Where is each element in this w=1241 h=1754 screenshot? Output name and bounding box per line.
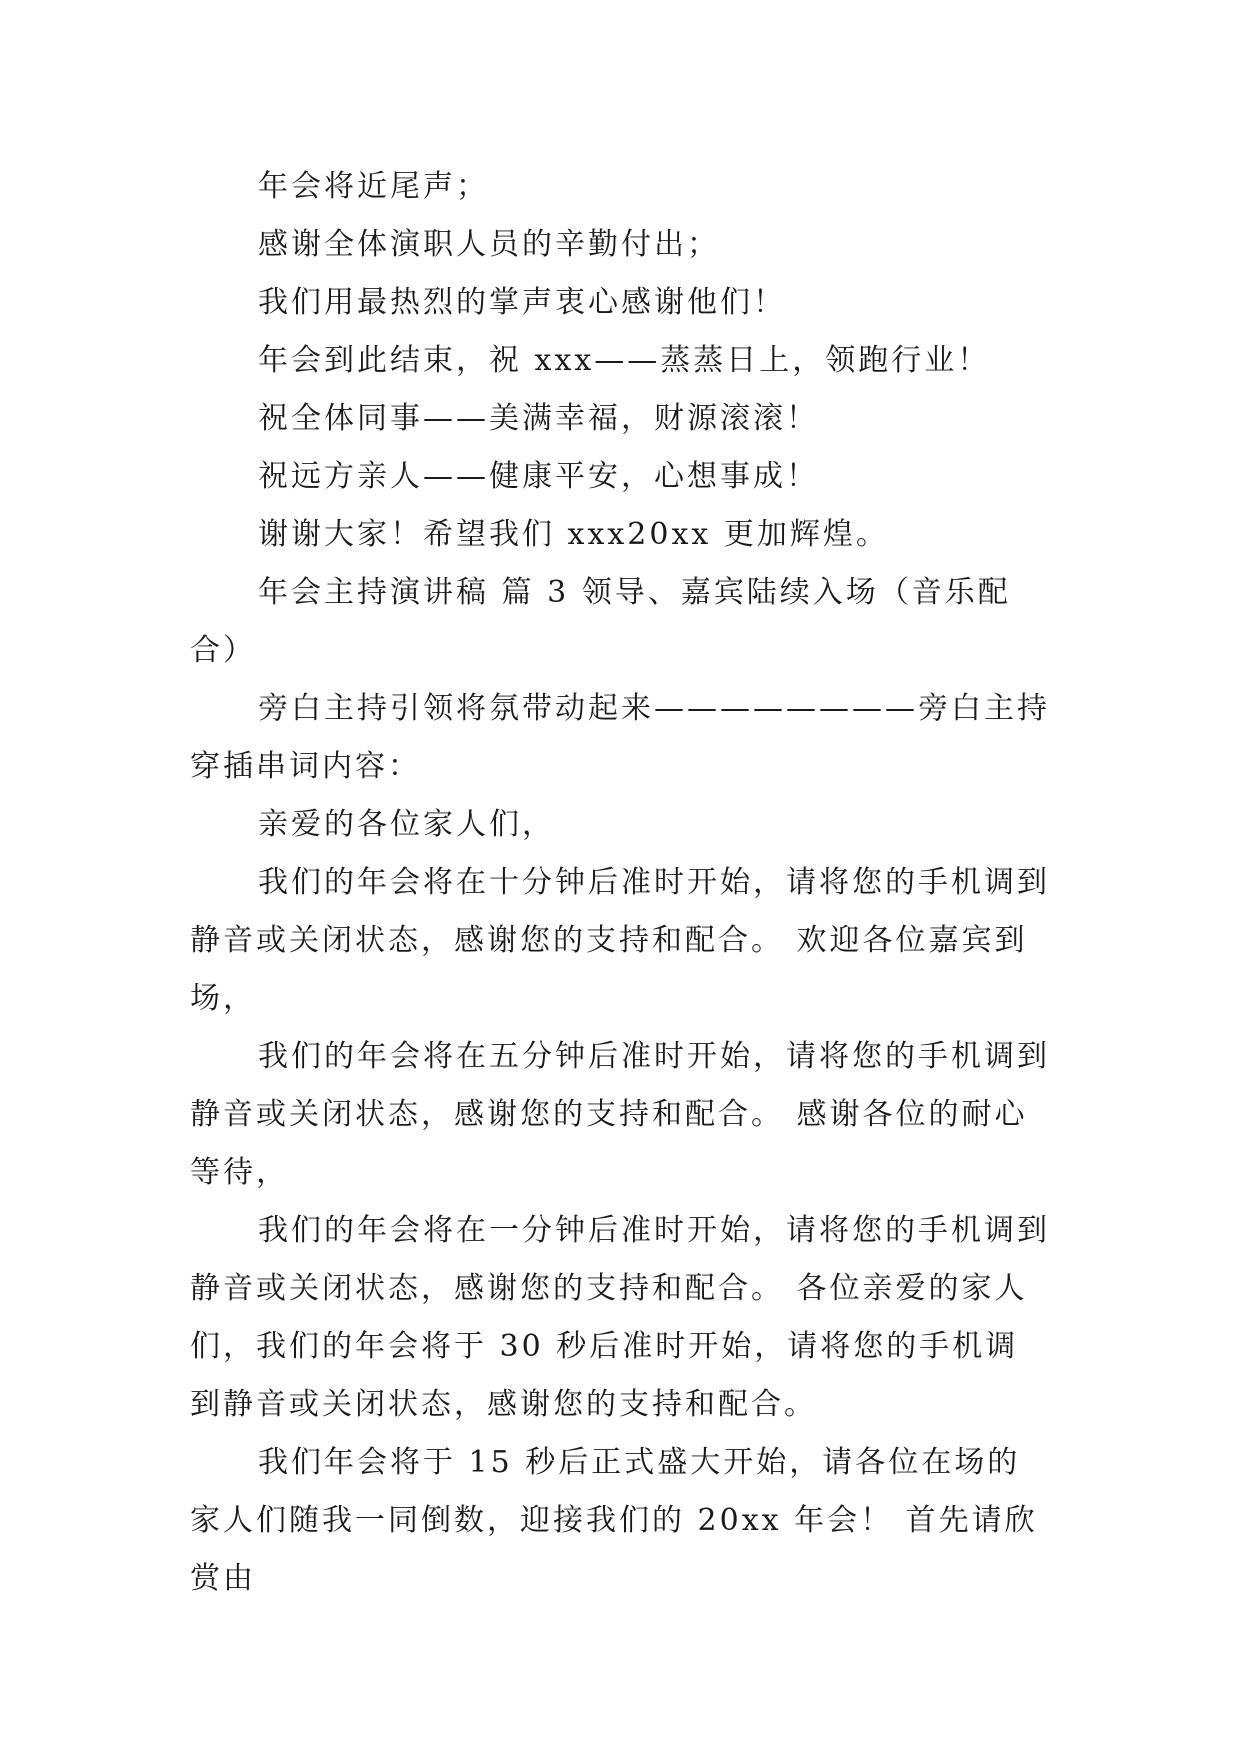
paragraph: 旁白主持引领将氛带动起来————————旁白主持穿插串词内容： — [190, 691, 1050, 784]
paragraph: 亲爱的各位家人们， — [258, 807, 555, 842]
paragraph: 祝全体同事——美满幸福，财源滚滚！ — [258, 401, 819, 436]
paragraph: 我们用最热烈的掌声衷心感谢他们！ — [258, 285, 786, 320]
paragraph: 我们的年会将在十分钟后准时开始，请将您的手机调到静音或关闭状态，感谢您的支持和配合。 欢迎各位嘉宾到场， — [190, 865, 1050, 1016]
paragraph: 谢谢大家！希望我们 xxx20xx 更加辉煌。 — [258, 517, 889, 552]
paragraph: 我们年会将于 15 秒后正式盛大开始，请各位在场的家人们随我一同倒数，迎接我们的 20xx 年会！ 首先请欣赏由 — [190, 1445, 1038, 1596]
paragraph: 我们的年会将在一分钟后准时开始，请将您的手机调到静音或关闭状态，感谢您的支持和配合。 各位亲爱的家人们，我们的年会将于 30 秒后准时开始，请将您的手机调到静音或关闭状态，感谢您的支持和配合。 — [190, 1213, 1050, 1422]
section-heading-paragraph: 年会主持演讲稿 篇 3 领导、嘉宾陆续入场（音乐配合） — [190, 575, 1011, 668]
paragraph: 感谢全体演职人员的辛勤付出； — [258, 227, 720, 262]
paragraph: 祝远方亲人——健康平安，心想事成！ — [258, 459, 819, 494]
paragraph: 我们的年会将在五分钟后准时开始，请将您的手机调到静音或关闭状态，感谢您的支持和配合。 感谢各位的耐心等待， — [190, 1039, 1050, 1190]
paragraph: 年会将近尾声； — [258, 169, 489, 204]
document-page — [190, 158, 1050, 1608]
paragraph: 年会到此结束，祝 xxx——蒸蒸日上，领跑行业！ — [258, 343, 991, 378]
